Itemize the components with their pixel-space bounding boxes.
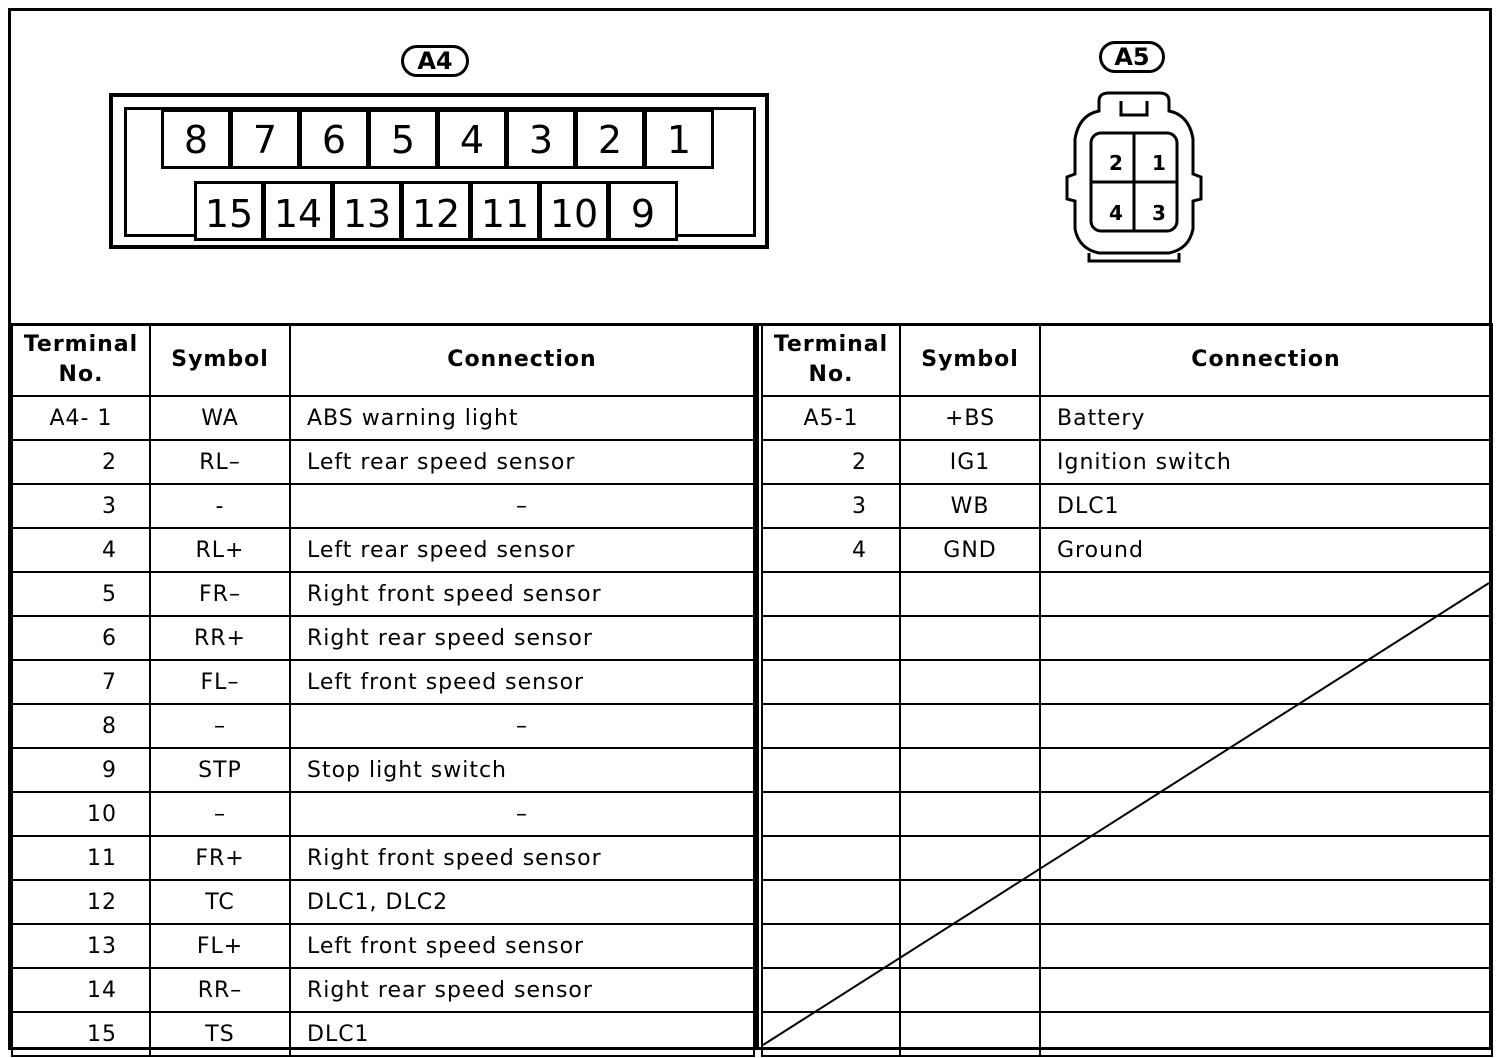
a4-terminal-table [11,323,755,1057]
a4-pin-9: 9 [608,181,678,241]
terminal-cell: 6 [12,616,150,660]
symbol-cell: FR– [150,572,290,616]
terminal-diagram-frame [8,8,1492,1050]
symbol-cell: RR+ [150,616,290,660]
connection-cell: Ground [1040,528,1492,572]
terminal-cell: 4 [762,528,900,572]
table-row [12,1012,754,1056]
connection-cell: DLC1 [1040,484,1492,528]
connection-cell: Battery [1040,396,1492,440]
table-row [12,792,754,836]
a4-pin-11: 11 [470,181,540,241]
terminal-cell: 15 [12,1012,150,1056]
table-row [12,616,754,660]
connection-cell: – [290,704,754,748]
a4-pin-7: 7 [230,109,300,169]
table-row [12,836,754,880]
terminal-cell: 3 [12,484,150,528]
header-terminal: Terminal No. [12,324,150,396]
connection-cell: – [290,792,754,836]
terminal-cell: 9 [12,748,150,792]
a4-pin-5: 5 [368,109,438,169]
symbol-cell: WA [150,396,290,440]
symbol-cell: RR– [150,968,290,1012]
a4-pin-8: 8 [161,109,231,169]
header-connection: Connection [290,324,754,396]
terminal-cell: 7 [12,660,150,704]
a4-pin-12: 12 [401,181,471,241]
a5-pin-3: 3 [1152,201,1166,225]
a4-pin-14: 14 [263,181,333,241]
connector-a5-housing [1059,89,1209,269]
connection-cell: ABS warning light [290,396,754,440]
symbol-cell: +BS [900,396,1040,440]
table-header-row [12,324,754,396]
table-row [12,440,754,484]
table-row [12,748,754,792]
a4-pin-3: 3 [506,109,576,169]
connection-cell: – [290,484,754,528]
terminal-cell: A5-1 [762,396,900,440]
terminal-cell: 14 [12,968,150,1012]
terminal-cell: 4 [12,528,150,572]
symbol-cell: RL+ [150,528,290,572]
header-connection: Connection [1040,324,1492,396]
terminal-cell: 5 [12,572,150,616]
table-row [12,660,754,704]
terminal-tables [11,323,1489,1047]
table-row [12,880,754,924]
symbol-cell: TC [150,880,290,924]
symbol-cell: GND [900,528,1040,572]
table-row [12,572,754,616]
header-symbol: Symbol [150,324,290,396]
connection-cell: Left rear speed sensor [290,528,754,572]
a4-pin-6: 6 [299,109,369,169]
a4-pin-2: 2 [575,109,645,169]
connection-cell: Right rear speed sensor [290,968,754,1012]
symbol-cell: FL+ [150,924,290,968]
connection-cell: DLC1 [290,1012,754,1056]
connection-cell: Right front speed sensor [290,572,754,616]
a4-pin-1: 1 [644,109,714,169]
symbol-cell: TS [150,1012,290,1056]
connection-cell: Left front speed sensor [290,660,754,704]
connector-a4-label: A4 [401,45,469,77]
table-row [762,396,1492,440]
symbol-cell: FL– [150,660,290,704]
a5-pin-4: 4 [1109,201,1123,225]
header-terminal: Terminal No. [762,324,900,396]
a4-pin-15: 15 [194,181,264,241]
a4-pin-13: 13 [332,181,402,241]
terminal-cell: 3 [762,484,900,528]
connection-cell: Right front speed sensor [290,836,754,880]
terminal-cell: 10 [12,792,150,836]
table-row [762,440,1492,484]
header-symbol: Symbol [900,324,1040,396]
a5-pin-1: 1 [1152,151,1166,175]
connection-cell: Ignition switch [1040,440,1492,484]
unused-rows-diagonal-line [761,581,1491,1047]
terminal-cell: 2 [12,440,150,484]
table-row [12,528,754,572]
table-row [12,484,754,528]
connection-cell: Left front speed sensor [290,924,754,968]
symbol-cell: IG1 [900,440,1040,484]
terminal-cell: 12 [12,880,150,924]
symbol-cell: STP [150,748,290,792]
symbol-cell: - [150,484,290,528]
symbol-cell: WB [900,484,1040,528]
symbol-cell: – [150,792,290,836]
terminal-cell: 13 [12,924,150,968]
table-header-row [762,324,1492,396]
table-row [12,704,754,748]
table-row [762,484,1492,528]
terminal-cell: 11 [12,836,150,880]
table-row [12,396,754,440]
table-row [12,924,754,968]
terminal-cell: 8 [12,704,150,748]
table-divider [755,323,759,1047]
connector-a5-label: A5 [1099,41,1165,73]
a4-pin-10: 10 [539,181,609,241]
connection-cell: Right rear speed sensor [290,616,754,660]
symbol-cell: – [150,704,290,748]
terminal-cell: 2 [762,440,900,484]
connection-cell: Left rear speed sensor [290,440,754,484]
connector-diagram-area [11,11,1489,326]
symbol-cell: FR+ [150,836,290,880]
terminal-cell: A4- 1 [12,396,150,440]
table-row [762,528,1492,572]
table-row [12,968,754,1012]
a4-pin-4: 4 [437,109,507,169]
connection-cell: Stop light switch [290,748,754,792]
a5-pin-2: 2 [1109,151,1123,175]
symbol-cell: RL– [150,440,290,484]
connection-cell: DLC1, DLC2 [290,880,754,924]
